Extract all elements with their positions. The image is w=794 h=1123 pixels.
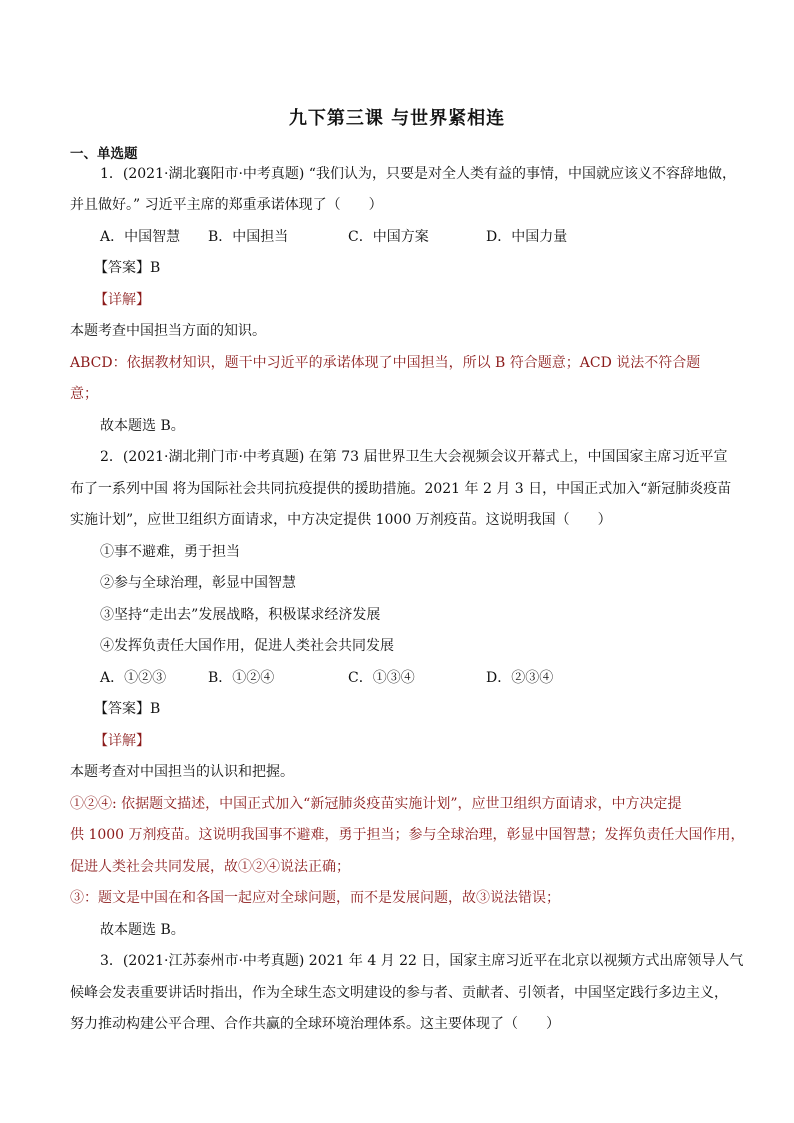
section-heading: 一、单选题 [70, 146, 138, 162]
q2-options [100, 668, 553, 688]
q2-explanation-2: ①②④: 依据题文描述，中国正式加入“新冠肺炎疫苗实施计划”，应世卫组织方面请求，中方决定提 [70, 796, 682, 812]
q2-stem-line1: 2．(2021·湖北荆门市·中考真题) 在第 73 届世界卫生大会视频会议开幕式上，中国国家主席习近平宣 [100, 449, 728, 465]
q3-stem-line1: 3．(2021·江苏泰州市·中考真题) 2021 年 4 月 22 日，国家主席习近平在北京以视频方式出席领导人气 [100, 953, 744, 969]
q2-option-d: D．②③④ [486, 670, 554, 686]
q1-option-a: A．中国智慧 [100, 229, 181, 245]
q2-option-a: A．①②③ [100, 670, 167, 686]
q1-option-c: C．中国方案 [348, 229, 429, 245]
q1-option-d: D．中国力量 [486, 229, 568, 245]
q1-option-b: B．中国担当 [208, 229, 289, 245]
q2-item-2: ②参与全球治理，彰显中国智慧 [100, 575, 296, 591]
q2-item-3: ③坚持“走出去”发展战略，积极谋求经济发展 [100, 607, 381, 623]
q1-stem-line2: 并且做好。” 习近平主席的郑重承诺体现了（ ） [70, 197, 383, 213]
q2-stem-line3: 实施计划”，应世卫组织方面请求，中方决定提供 1000 万剂疫苗。这说明我国（ ） [70, 512, 612, 528]
q2-explanation-3: ③：题文是中国在和各国一起应对全球问题，而不是发展问题，故③说法错误； [70, 890, 560, 906]
q1-explanation-2-cont: 意； [70, 386, 98, 402]
q1-stem-line1: 1．(2021·湖北襄阳市·中考真题) “我们认为，只要是对全人类有益的事情，中国就应该义不容辞地做， [100, 166, 736, 182]
q2-detail-label: 【详解】 [94, 733, 150, 749]
q2-explanation-2-end: 促进人类社会共同发展，故①②④说法正确； [70, 859, 350, 875]
q2-option-c: C．①③④ [348, 670, 415, 686]
q2-explanation-1: 本题考查对中国担当的认识和把握。 [70, 764, 294, 780]
q1-explanation-2: ABCD：依据教材知识，题干中习近平的承诺体现了中国担当，所以 B 符合题意；ACD 说法不符合题 [70, 355, 701, 371]
page-title: 九下第三课 与世界紧相连 [288, 108, 506, 129]
q2-answer: 【答案】B [94, 701, 161, 717]
q2-item-1: ①事不避难，勇于担当 [100, 544, 240, 560]
q2-explanation-2-cont: 供 1000 万剂疫苗。这说明我国事不避难，勇于担当；参与全球治理，彰显中国智慧；发挥负责任大国作用， [70, 827, 745, 843]
q1-options [100, 227, 567, 247]
q2-option-b: B．①②④ [208, 670, 275, 686]
q3-stem-line2: 候峰会发表重要讲话时指出，作为全球生态文明建设的参与者、贡献者、引领者，中国坚定践行多边主义， [70, 985, 728, 1001]
q3-stem-line3: 努力推动构建公平合理、合作共赢的全球环境治理体系。这主要体现了（ ） [70, 1016, 560, 1032]
q1-detail-label: 【详解】 [94, 292, 150, 308]
q1-conclusion: 故本题选 B。 [100, 418, 185, 434]
q2-stem-line2: 布了一系列中国 将为国际社会共同抗疫提供的援助措施。2021 年 2 月 3 日，中国正式加入“新冠肺炎疫苗 [70, 481, 732, 497]
q1-explanation-1: 本题考查中国担当方面的知识。 [70, 323, 266, 339]
q1-answer: 【答案】B [94, 260, 161, 276]
q2-conclusion: 故本题选 B。 [100, 922, 185, 938]
q2-item-4: ④发挥负责任大国作用，促进人类社会共同发展 [100, 638, 394, 654]
